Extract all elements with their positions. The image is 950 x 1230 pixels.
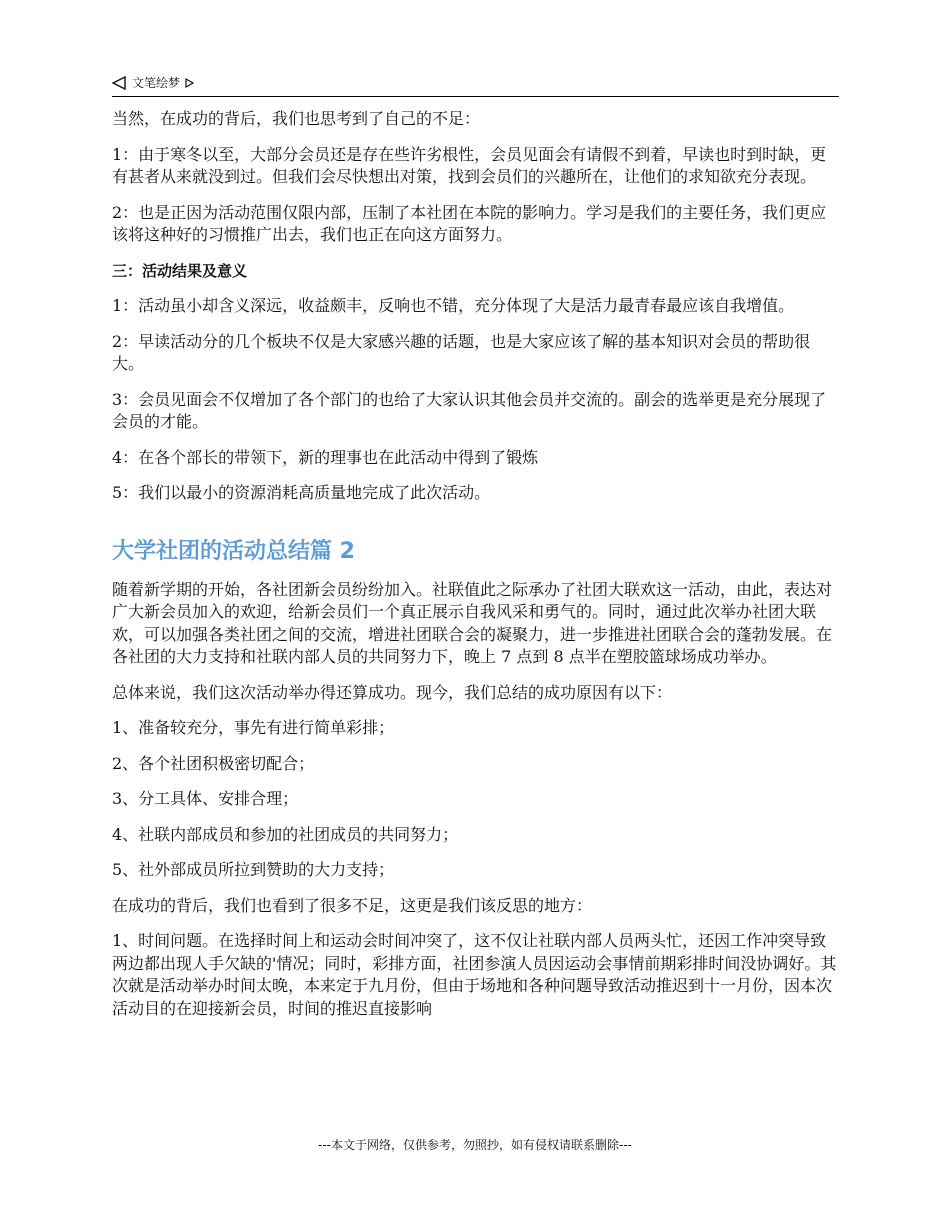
footer-disclaimer: ---本文于网络，仅供参考，勿照抄，如有侵权请联系删除---: [318, 1138, 632, 1152]
document-body: [112, 108, 842, 1020]
section-heading: 三：活动结果及意义: [112, 261, 248, 280]
list-item: 2、各个社团积极密切配合；: [112, 753, 315, 773]
article-heading: 大学社团的活动总结篇 2: [112, 538, 355, 564]
list-item: 1、准备较充分，事先有进行简单彩排；: [112, 718, 395, 737]
paragraph: 当然，在成功的背后，我们也思考到了自己的不足：: [112, 109, 481, 128]
paragraph: 总体来说，我们这次活动举办得还算成功。现今，我们总结的成功原因有以下：: [112, 682, 673, 702]
brand-name: 文笔绘梦: [132, 76, 181, 90]
triangle-right-icon: [185, 78, 194, 88]
paragraph: 1：活动虽小却含义深远，收益颇丰，反响也不错，充分体现了大是活力最青春最应该自我增值。: [112, 296, 795, 315]
paragraph: 4：在各个部长的带领下，新的理事也在此活动中得到了锻炼: [112, 447, 539, 467]
list-item: 3、分工具体、安排合理；: [112, 789, 299, 808]
triangle-left-icon: [112, 76, 126, 90]
page-header: [112, 72, 839, 97]
paragraph: 5：我们以最小的资源消耗高质量地完成了此次活动。: [112, 483, 491, 502]
paragraph: 2：也是正因为活动范围仅限内部，压制了本社团在本院的影响力。学习是我们的主要任务，我们更应该将这种好的习惯推广出去，我们也正在向这方面努力。: [112, 202, 827, 244]
paragraph: 1：由于寒冬以至，大部分会员还是存在些许劣根性，会员见面会有请假不到着，早读也时到时缺，更有甚者从来就没到过。但我们会尽快想出对策，找到会员们的兴趣所在，让他们的求知欲充分表现。: [112, 144, 827, 186]
paragraph: 随着新学期的开始，各社团新会员纷纷加入。社联值此之际承办了社团大联欢这一活动，由此，表达对广大新会员加入的欢迎，给新会员们一个真正展示自我风采和勇气的。同时，通过此次举办社团大联欢，可以加强各类社团之间的交流，增进社团联合会的凝聚力，进一步推进社团联合会的蓬勃发展。在各社团的大力支持和社联内部人员的共同努力下，晚上 7 点到 8 点半在塑胶篮球场成功举办。: [112, 579, 833, 666]
paragraph: 2：早读活动分的几个板块不仅是大家感兴趣的话题，也是大家应该了解的基本知识对会员的帮助很大。: [112, 331, 811, 373]
list-item: 4、社联内部成员和参加的社团成员的共同努力；: [112, 824, 459, 844]
paragraph: 在成功的背后，我们也看到了很多不足，这更是我们该反思的地方：: [112, 895, 593, 915]
brand: [112, 74, 194, 91]
paragraph: 1、时间问题。在选择时间上和运动会时间冲突了，这不仅让社联内部人员两头忙，还因工作冲突导致两边都出现人手欠缺的'情况；同时，彩排方面，社团参演人员因运动会事情前期彩排时间没协调好。其次就是活动举办时间太晚，本来定于九月份，但由于场地和各种问题导致活动推迟到十一月份，因本次活动目的在迎接新会员，时间的推迟直接影响: [112, 931, 837, 1018]
list-item: 5、社外部成员所拉到赞助的大力支持；: [112, 860, 395, 879]
paragraph: 3：会员见面会不仅增加了各个部门的也给了大家认识其他会员并交流的。副会的选举更是充分展现了会员的才能。: [112, 389, 827, 431]
